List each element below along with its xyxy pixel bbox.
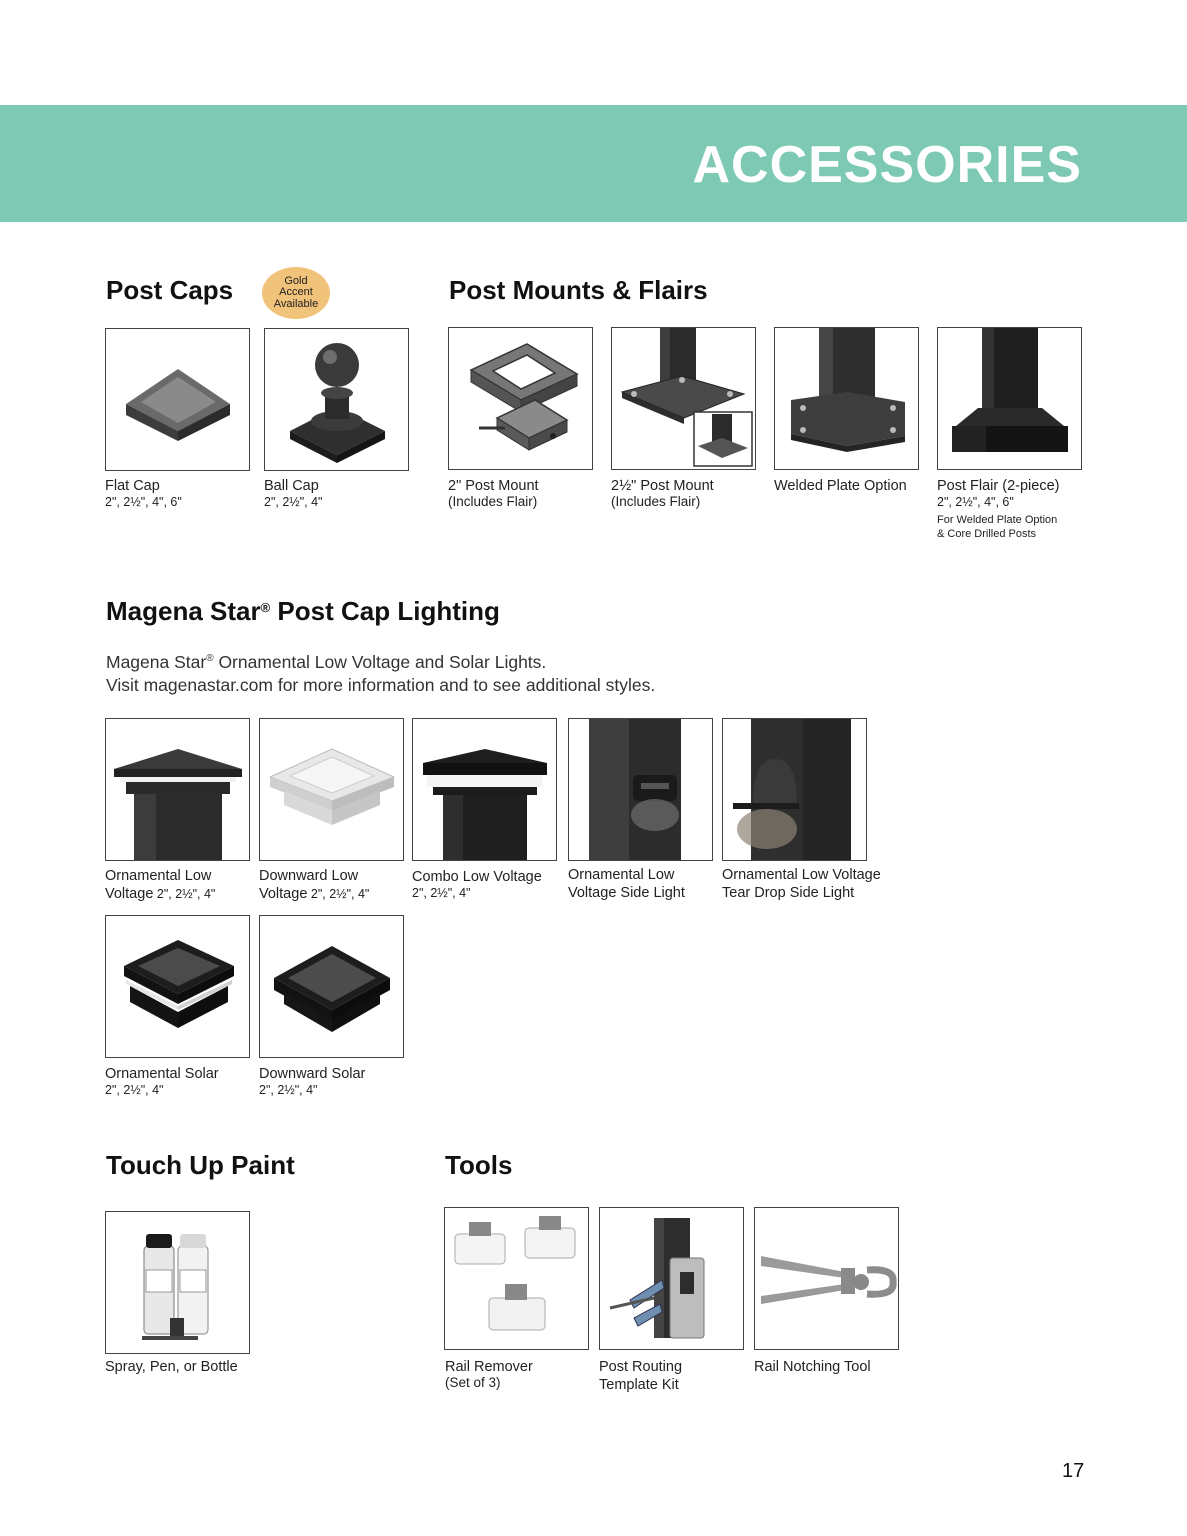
post-caps-heading: Post Caps [106,275,234,305]
welded-plate-image [774,327,919,470]
intro-brand: Magena Star [106,651,207,672]
lighting-heading [106,596,500,627]
header-banner [0,105,1187,222]
rail-remover-label: Rail Remover [445,1359,533,1375]
intro-rest: Ornamental Low Voltage and Solar Lights. [213,651,547,672]
ornamental-low-voltage-line1: Ornamental Low [105,868,212,884]
ornamental-solar-image [105,915,250,1058]
registered-mark: ® [260,600,271,615]
badge-line-2: Accent [279,286,313,299]
post-mount-2half-sub: (Includes Flair) [611,494,701,509]
post-mounts-heading: Post Mounts & Flairs [449,275,708,305]
post-mount-2half-label: 2½" Post Mount [611,478,714,494]
badge-line-3: Available [273,297,319,310]
post-flair-label: Post Flair (2-piece) [937,478,1060,494]
downward-solar-image [259,915,404,1058]
post-routing-kit-line1: Post Routing [599,1359,683,1375]
intro-registered-mark: ® [206,653,214,664]
side-light-line2: Voltage Side Light [568,885,685,901]
page-number: 17 [1062,1460,1085,1482]
post-mount-2in-sub: (Includes Flair) [448,494,538,509]
downward-low-voltage-line1: Downward Low [259,868,359,884]
rail-remover-sub: (Set of 3) [445,1375,501,1390]
downward-low-voltage-image [259,718,404,861]
post-mount-2half-image [611,327,756,470]
combo-low-voltage-sizes: 2", 2½", 4" [412,886,471,900]
downward-solar-sizes: 2", 2½", 4" [259,1083,318,1097]
ball-cap-label: Ball Cap [264,478,319,494]
downward-low-voltage-word: Voltage [259,886,308,902]
tear-drop-side-light-image [722,718,867,861]
combo-low-voltage-image [412,718,557,861]
post-mount-2in-label: 2" Post Mount [448,478,539,494]
lighting-heading-brand: Magena Star [106,596,261,626]
post-flair-sizes: 2", 2½", 4", 6" [937,495,1014,509]
combo-low-voltage-label: Combo Low Voltage [412,869,542,885]
lighting-intro-line-1 [106,647,655,674]
post-routing-kit-line2: Template Kit [599,1377,679,1393]
gold-accent-badge [262,267,330,319]
post-flair-note-1: For Welded Plate Option [937,514,1058,526]
ornamental-solar-label: Ornamental Solar [105,1066,219,1082]
welded-plate-label: Welded Plate Option [774,478,907,494]
tear-drop-side-light-line1: Ornamental Low Voltage [722,867,881,883]
rail-notching-tool-label: Rail Notching Tool [754,1359,871,1375]
side-light-image [568,718,713,861]
post-flair-image [937,327,1082,470]
ornamental-low-voltage-word: Voltage [105,886,154,902]
rail-notching-tool-image [754,1207,899,1350]
ornamental-low-voltage-sizes: 2", 2½", 4" [153,887,216,901]
lighting-intro-line-2: Visit magenastar.com for more information and to see additional styles. [106,674,656,695]
post-routing-kit-image [599,1207,744,1350]
ornamental-low-voltage-image [105,718,250,861]
flat-cap-image [105,328,250,471]
downward-low-voltage-sizes: 2", 2½", 4" [307,887,370,901]
downward-low-voltage-line2 [259,886,369,903]
touch-up-paint-image [105,1211,250,1354]
flat-cap-sizes: 2", 2½", 4", 6" [105,495,182,509]
post-mount-2in-image [448,327,593,470]
lighting-heading-rest: Post Cap Lighting [270,596,500,626]
post-flair-note-2: & Core Drilled Posts [937,528,1037,540]
rail-remover-image [444,1207,589,1350]
tear-drop-side-light-line2: Tear Drop Side Light [722,885,855,901]
side-light-line1: Ornamental Low [568,867,675,883]
downward-solar-label: Downward Solar [259,1066,366,1082]
ball-cap-sizes: 2", 2½", 4" [264,495,323,509]
touch-up-heading: Touch Up Paint [106,1150,295,1180]
touch-up-paint-label: Spray, Pen, or Bottle [105,1359,238,1375]
tools-heading: Tools [445,1150,513,1180]
page-title: ACCESSORIES [692,136,1082,194]
ornamental-solar-sizes: 2", 2½", 4" [105,1083,164,1097]
lighting-intro [106,647,655,697]
flat-cap-label: Flat Cap [105,478,160,494]
ball-cap-image [264,328,409,471]
badge-line-1: Gold [284,274,308,287]
ornamental-low-voltage-line2 [105,886,215,903]
